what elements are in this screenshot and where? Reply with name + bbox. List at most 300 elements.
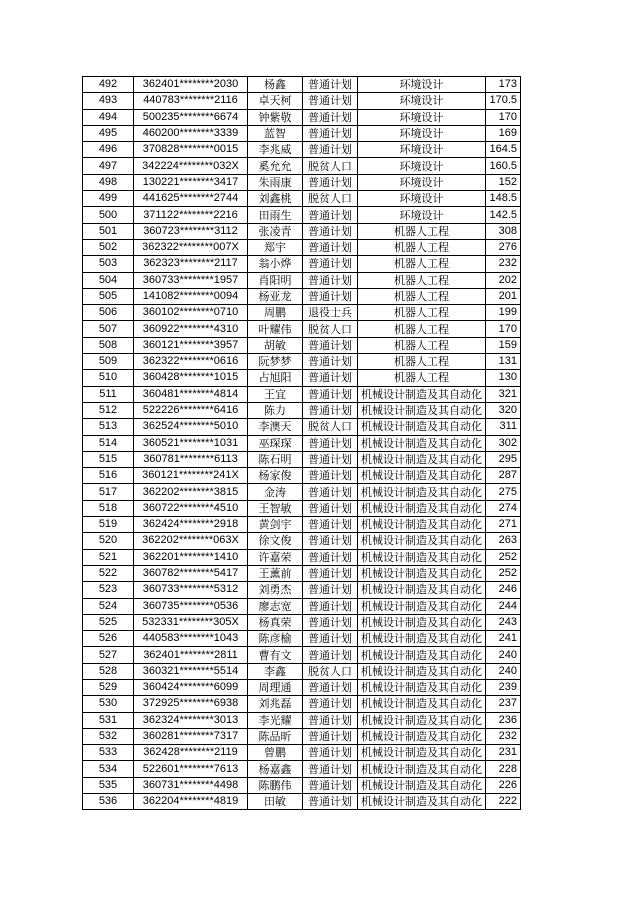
student-name-cell: 刘鑫桃 (248, 191, 303, 207)
id-number-cell: 362424********2918 (134, 517, 248, 533)
row-number-cell: 518 (83, 500, 134, 516)
score-cell: 244 (486, 598, 521, 614)
table-row (83, 158, 521, 174)
score-cell: 275 (486, 484, 521, 500)
student-name-cell: 徐文俊 (248, 533, 303, 549)
row-number-cell: 495 (83, 125, 134, 141)
score-cell: 130 (486, 370, 521, 386)
plan-type-cell: 普通计划 (303, 565, 358, 581)
id-number-cell: 360922********4310 (134, 321, 248, 337)
table-row (83, 370, 521, 386)
row-number-cell: 510 (83, 370, 134, 386)
plan-type-cell: 脱贫人口 (303, 663, 358, 679)
major-cell: 机械设计制造及其自动化 (358, 484, 486, 500)
row-number-cell: 500 (83, 207, 134, 223)
id-number-cell: 360731********4498 (134, 777, 248, 793)
student-name-cell: 王智敏 (248, 500, 303, 516)
plan-type-cell: 普通计划 (303, 402, 358, 418)
id-number-cell: 362428********2119 (134, 745, 248, 761)
student-name-cell: 田雨生 (248, 207, 303, 223)
id-number-cell: 360733********1957 (134, 272, 248, 288)
major-cell: 机械设计制造及其自动化 (358, 794, 486, 810)
major-cell: 机器人工程 (358, 370, 486, 386)
id-number-cell: 500235********6674 (134, 109, 248, 125)
id-number-cell: 360521********1031 (134, 435, 248, 451)
plan-type-cell: 脱贫人口 (303, 191, 358, 207)
student-name-cell: 阮梦梦 (248, 354, 303, 370)
score-cell: 308 (486, 223, 521, 239)
table-row (83, 321, 521, 337)
major-cell: 机器人工程 (358, 256, 486, 272)
row-number-cell: 525 (83, 614, 134, 630)
major-cell: 机械设计制造及其自动化 (358, 679, 486, 695)
plan-type-cell: 脱贫人口 (303, 158, 358, 174)
major-cell: 机械设计制造及其自动化 (358, 777, 486, 793)
plan-type-cell: 普通计划 (303, 549, 358, 565)
student-name-cell: 肖阳明 (248, 272, 303, 288)
score-cell: 263 (486, 533, 521, 549)
id-number-cell: 360735********0536 (134, 598, 248, 614)
student-name-cell: 奚允允 (248, 158, 303, 174)
student-name-cell: 翁小烨 (248, 256, 303, 272)
plan-type-cell: 脱贫人口 (303, 419, 358, 435)
major-cell: 机械设计制造及其自动化 (358, 468, 486, 484)
major-cell: 环境设计 (358, 109, 486, 125)
plan-type-cell: 普通计划 (303, 354, 358, 370)
table-row (83, 728, 521, 744)
id-number-cell: 360481********4814 (134, 386, 248, 402)
id-number-cell: 362204********4819 (134, 794, 248, 810)
major-cell: 机械设计制造及其自动化 (358, 728, 486, 744)
plan-type-cell: 退役士兵 (303, 305, 358, 321)
score-cell: 276 (486, 239, 521, 255)
score-cell: 241 (486, 631, 521, 647)
id-number-cell: 362322********0616 (134, 354, 248, 370)
score-cell: 246 (486, 582, 521, 598)
student-name-cell: 曾鹏 (248, 745, 303, 761)
plan-type-cell: 普通计划 (303, 239, 358, 255)
id-number-cell: 360782********5417 (134, 565, 248, 581)
table-row (83, 77, 521, 93)
table-row (83, 288, 521, 304)
id-number-cell: 342224********032X (134, 158, 248, 174)
row-number-cell: 521 (83, 549, 134, 565)
plan-type-cell: 普通计划 (303, 794, 358, 810)
score-cell: 142.5 (486, 207, 521, 223)
score-cell: 160.5 (486, 158, 521, 174)
row-number-cell: 517 (83, 484, 134, 500)
major-cell: 机械设计制造及其自动化 (358, 631, 486, 647)
major-cell: 机械设计制造及其自动化 (358, 745, 486, 761)
table-row (83, 647, 521, 663)
score-cell: 222 (486, 794, 521, 810)
id-number-cell: 370828********0015 (134, 142, 248, 158)
score-cell: 226 (486, 777, 521, 793)
table-row (83, 777, 521, 793)
student-name-cell: 卓天柯 (248, 93, 303, 109)
score-cell: 228 (486, 761, 521, 777)
row-number-cell: 492 (83, 77, 134, 93)
student-name-cell: 李鑫 (248, 663, 303, 679)
table-row (83, 565, 521, 581)
row-number-cell: 506 (83, 305, 134, 321)
major-cell: 机械设计制造及其自动化 (358, 582, 486, 598)
table-row (83, 125, 521, 141)
row-number-cell: 496 (83, 142, 134, 158)
plan-type-cell: 普通计划 (303, 468, 358, 484)
table-row (83, 794, 521, 810)
score-cell: 287 (486, 468, 521, 484)
table-row (83, 679, 521, 695)
row-number-cell: 513 (83, 419, 134, 435)
major-cell: 机械设计制造及其自动化 (358, 402, 486, 418)
row-number-cell: 497 (83, 158, 134, 174)
plan-type-cell: 普通计划 (303, 93, 358, 109)
major-cell: 环境设计 (358, 158, 486, 174)
table-row (83, 305, 521, 321)
plan-type-cell: 普通计划 (303, 647, 358, 663)
score-cell: 170.5 (486, 93, 521, 109)
row-number-cell: 515 (83, 451, 134, 467)
score-cell: 231 (486, 745, 521, 761)
plan-type-cell: 普通计划 (303, 256, 358, 272)
id-number-cell: 360102********0710 (134, 305, 248, 321)
score-cell: 199 (486, 305, 521, 321)
id-number-cell: 362322********007X (134, 239, 248, 255)
student-name-cell: 陈力 (248, 402, 303, 418)
row-number-cell: 507 (83, 321, 134, 337)
row-number-cell: 527 (83, 647, 134, 663)
row-number-cell: 519 (83, 517, 134, 533)
row-number-cell: 529 (83, 679, 134, 695)
student-name-cell: 蓝智 (248, 125, 303, 141)
student-name-cell: 钟紫敬 (248, 109, 303, 125)
row-number-cell: 528 (83, 663, 134, 679)
table-row (83, 337, 521, 353)
id-number-cell: 441625********2744 (134, 191, 248, 207)
student-name-cell: 杨亚龙 (248, 288, 303, 304)
row-number-cell: 532 (83, 728, 134, 744)
table-row (83, 435, 521, 451)
student-name-cell: 陈石明 (248, 451, 303, 467)
id-number-cell: 360723********3112 (134, 223, 248, 239)
student-name-cell: 李兆威 (248, 142, 303, 158)
student-name-cell: 郑宇 (248, 239, 303, 255)
table-row (83, 386, 521, 402)
student-name-cell: 王薰前 (248, 565, 303, 581)
table-row (83, 239, 521, 255)
id-number-cell: 362401********2811 (134, 647, 248, 663)
table-row (83, 354, 521, 370)
major-cell: 机器人工程 (358, 288, 486, 304)
table-row (83, 484, 521, 500)
major-cell: 机器人工程 (358, 354, 486, 370)
id-number-cell: 362324********3013 (134, 712, 248, 728)
student-name-cell: 刘兆磊 (248, 696, 303, 712)
plan-type-cell: 普通计划 (303, 288, 358, 304)
major-cell: 机械设计制造及其自动化 (358, 386, 486, 402)
plan-type-cell: 普通计划 (303, 223, 358, 239)
score-cell: 239 (486, 679, 521, 695)
row-number-cell: 533 (83, 745, 134, 761)
major-cell: 机械设计制造及其自动化 (358, 696, 486, 712)
major-cell: 环境设计 (358, 207, 486, 223)
student-name-cell: 占旭阳 (248, 370, 303, 386)
id-number-cell: 360722********4510 (134, 500, 248, 516)
plan-type-cell: 普通计划 (303, 745, 358, 761)
student-name-cell: 田敏 (248, 794, 303, 810)
row-number-cell: 505 (83, 288, 134, 304)
score-cell: 131 (486, 354, 521, 370)
table-row (83, 631, 521, 647)
major-cell: 机器人工程 (358, 321, 486, 337)
table-row (83, 761, 521, 777)
major-cell: 机械设计制造及其自动化 (358, 517, 486, 533)
table-row (83, 663, 521, 679)
id-number-cell: 130221********3417 (134, 174, 248, 190)
major-cell: 机械设计制造及其自动化 (358, 614, 486, 630)
student-name-cell: 杨真荣 (248, 614, 303, 630)
plan-type-cell: 普通计划 (303, 761, 358, 777)
id-number-cell: 360428********1015 (134, 370, 248, 386)
major-cell: 机械设计制造及其自动化 (358, 549, 486, 565)
row-number-cell: 499 (83, 191, 134, 207)
id-number-cell: 371122********2216 (134, 207, 248, 223)
student-name-cell: 朱雨康 (248, 174, 303, 190)
table-row (83, 109, 521, 125)
major-cell: 机械设计制造及其自动化 (358, 712, 486, 728)
major-cell: 环境设计 (358, 191, 486, 207)
student-name-cell: 廖志宽 (248, 598, 303, 614)
plan-type-cell: 普通计划 (303, 174, 358, 190)
score-cell: 170 (486, 321, 521, 337)
plan-type-cell: 普通计划 (303, 337, 358, 353)
score-cell: 201 (486, 288, 521, 304)
plan-type-cell: 普通计划 (303, 582, 358, 598)
row-number-cell: 523 (83, 582, 134, 598)
table-row (83, 517, 521, 533)
major-cell: 机械设计制造及其自动化 (358, 663, 486, 679)
id-number-cell: 360424********6099 (134, 679, 248, 695)
major-cell: 机器人工程 (358, 223, 486, 239)
major-cell: 机器人工程 (358, 272, 486, 288)
plan-type-cell: 普通计划 (303, 500, 358, 516)
row-number-cell: 502 (83, 239, 134, 255)
score-cell: 274 (486, 500, 521, 516)
plan-type-cell: 普通计划 (303, 598, 358, 614)
score-cell: 170 (486, 109, 521, 125)
row-number-cell: 498 (83, 174, 134, 190)
row-number-cell: 501 (83, 223, 134, 239)
table-row (83, 191, 521, 207)
student-name-cell: 周鹏 (248, 305, 303, 321)
student-name-cell: 陈品昕 (248, 728, 303, 744)
plan-type-cell: 普通计划 (303, 614, 358, 630)
row-number-cell: 514 (83, 435, 134, 451)
id-number-cell: 440783********2116 (134, 93, 248, 109)
id-number-cell: 360781********6113 (134, 451, 248, 467)
table-row (83, 712, 521, 728)
major-cell: 机械设计制造及其自动化 (358, 598, 486, 614)
student-name-cell: 陈彦榆 (248, 631, 303, 647)
score-cell: 236 (486, 712, 521, 728)
id-number-cell: 360121********3957 (134, 337, 248, 353)
table-body (83, 77, 521, 810)
table-row (83, 500, 521, 516)
plan-type-cell: 普通计划 (303, 451, 358, 467)
plan-type-cell: 普通计划 (303, 142, 358, 158)
plan-type-cell: 普通计划 (303, 777, 358, 793)
id-number-cell: 362323********2117 (134, 256, 248, 272)
table-row (83, 451, 521, 467)
student-name-cell: 杨家俊 (248, 468, 303, 484)
row-number-cell: 503 (83, 256, 134, 272)
plan-type-cell: 普通计划 (303, 125, 358, 141)
major-cell: 机械设计制造及其自动化 (358, 451, 486, 467)
row-number-cell: 493 (83, 93, 134, 109)
score-cell: 173 (486, 77, 521, 93)
score-cell: 321 (486, 386, 521, 402)
score-cell: 252 (486, 549, 521, 565)
id-number-cell: 360321********5514 (134, 663, 248, 679)
id-number-cell: 362201********1410 (134, 549, 248, 565)
student-name-cell: 李光耀 (248, 712, 303, 728)
score-cell: 271 (486, 517, 521, 533)
student-name-cell: 许嘉荣 (248, 549, 303, 565)
id-number-cell: 141082********0094 (134, 288, 248, 304)
major-cell: 机械设计制造及其自动化 (358, 565, 486, 581)
plan-type-cell: 普通计划 (303, 728, 358, 744)
id-number-cell: 522601********7613 (134, 761, 248, 777)
row-number-cell: 520 (83, 533, 134, 549)
student-name-cell: 李澳天 (248, 419, 303, 435)
major-cell: 环境设计 (358, 77, 486, 93)
id-number-cell: 372925********6938 (134, 696, 248, 712)
major-cell: 机械设计制造及其自动化 (358, 533, 486, 549)
student-name-cell: 叶耀伟 (248, 321, 303, 337)
plan-type-cell: 普通计划 (303, 712, 358, 728)
plan-type-cell: 普通计划 (303, 207, 358, 223)
table-row (83, 533, 521, 549)
major-cell: 机器人工程 (358, 337, 486, 353)
student-name-cell: 金涛 (248, 484, 303, 500)
score-cell: 148.5 (486, 191, 521, 207)
student-name-cell: 胡敏 (248, 337, 303, 353)
row-number-cell: 494 (83, 109, 134, 125)
row-number-cell: 511 (83, 386, 134, 402)
table-row (83, 614, 521, 630)
score-cell: 240 (486, 647, 521, 663)
table-row (83, 272, 521, 288)
plan-type-cell: 普通计划 (303, 517, 358, 533)
id-number-cell: 362524********5010 (134, 419, 248, 435)
major-cell: 机械设计制造及其自动化 (358, 647, 486, 663)
plan-type-cell: 普通计划 (303, 631, 358, 647)
plan-type-cell: 普通计划 (303, 77, 358, 93)
table-row (83, 207, 521, 223)
major-cell: 机器人工程 (358, 305, 486, 321)
score-cell: 243 (486, 614, 521, 630)
student-name-cell: 杨鑫 (248, 77, 303, 93)
major-cell: 环境设计 (358, 142, 486, 158)
student-name-cell: 周理通 (248, 679, 303, 695)
student-name-cell: 杨嘉鑫 (248, 761, 303, 777)
plan-type-cell: 脱贫人口 (303, 321, 358, 337)
id-number-cell: 460200********3339 (134, 125, 248, 141)
plan-type-cell: 普通计划 (303, 484, 358, 500)
student-name-cell: 陈鹏伟 (248, 777, 303, 793)
row-number-cell: 508 (83, 337, 134, 353)
row-number-cell: 535 (83, 777, 134, 793)
row-number-cell: 536 (83, 794, 134, 810)
row-number-cell: 516 (83, 468, 134, 484)
plan-type-cell: 普通计划 (303, 272, 358, 288)
plan-type-cell: 普通计划 (303, 435, 358, 451)
student-name-cell: 曹有文 (248, 647, 303, 663)
score-cell: 237 (486, 696, 521, 712)
score-cell: 302 (486, 435, 521, 451)
plan-type-cell: 普通计划 (303, 109, 358, 125)
score-cell: 202 (486, 272, 521, 288)
major-cell: 机械设计制造及其自动化 (358, 500, 486, 516)
score-cell: 159 (486, 337, 521, 353)
major-cell: 机械设计制造及其自动化 (358, 435, 486, 451)
table-row (83, 745, 521, 761)
score-cell: 232 (486, 728, 521, 744)
row-number-cell: 530 (83, 696, 134, 712)
id-number-cell: 360121********241X (134, 468, 248, 484)
row-number-cell: 526 (83, 631, 134, 647)
table-row (83, 93, 521, 109)
id-number-cell: 360281********7317 (134, 728, 248, 744)
plan-type-cell: 普通计划 (303, 696, 358, 712)
table-row (83, 402, 521, 418)
row-number-cell: 504 (83, 272, 134, 288)
table-row (83, 468, 521, 484)
plan-type-cell: 普通计划 (303, 679, 358, 695)
id-number-cell: 362401********2030 (134, 77, 248, 93)
id-number-cell: 362202********3815 (134, 484, 248, 500)
row-number-cell: 522 (83, 565, 134, 581)
table-row (83, 419, 521, 435)
score-cell: 169 (486, 125, 521, 141)
score-cell: 232 (486, 256, 521, 272)
plan-type-cell: 普通计划 (303, 370, 358, 386)
major-cell: 机械设计制造及其自动化 (358, 419, 486, 435)
score-cell: 164.5 (486, 142, 521, 158)
id-number-cell: 522226********6416 (134, 402, 248, 418)
id-number-cell: 532331********305X (134, 614, 248, 630)
major-cell: 环境设计 (358, 93, 486, 109)
plan-type-cell: 普通计划 (303, 533, 358, 549)
table-row (83, 549, 521, 565)
row-number-cell: 512 (83, 402, 134, 418)
major-cell: 环境设计 (358, 174, 486, 190)
table-row (83, 256, 521, 272)
score-cell: 152 (486, 174, 521, 190)
table-row (83, 174, 521, 190)
major-cell: 机械设计制造及其自动化 (358, 761, 486, 777)
major-cell: 环境设计 (358, 125, 486, 141)
score-cell: 252 (486, 565, 521, 581)
row-number-cell: 509 (83, 354, 134, 370)
row-number-cell: 531 (83, 712, 134, 728)
score-cell: 295 (486, 451, 521, 467)
table-row (83, 142, 521, 158)
row-number-cell: 524 (83, 598, 134, 614)
score-cell: 311 (486, 419, 521, 435)
id-number-cell: 440583********1043 (134, 631, 248, 647)
